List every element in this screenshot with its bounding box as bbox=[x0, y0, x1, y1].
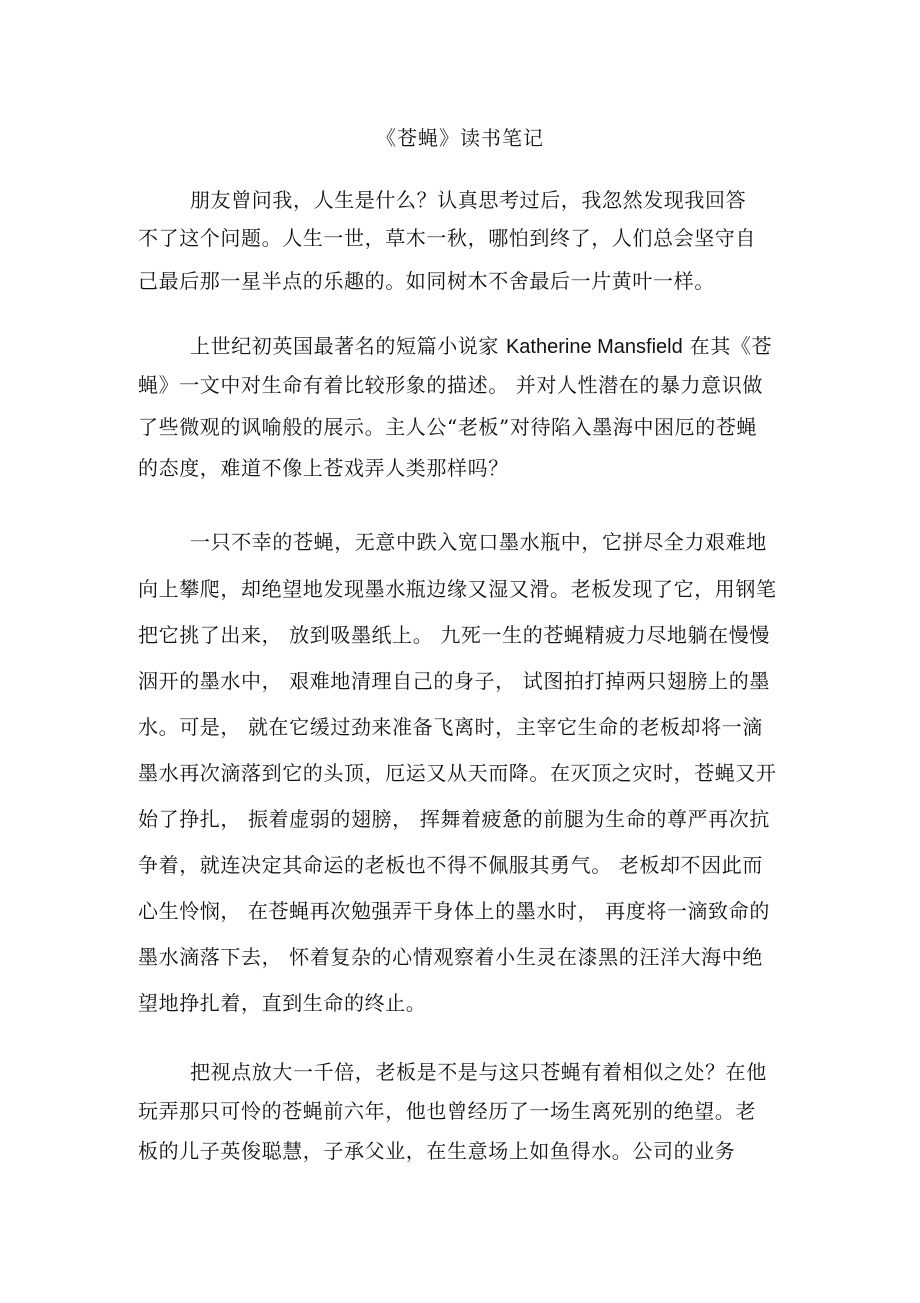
paragraph-line: 洇开的墨水中， 艰难地清理自己的身子， 试图拍打掉两只翅膀上的墨 bbox=[138, 669, 770, 693]
paragraph-line: 己最后那一星半点的乐趣的。如同树木不舍最后一片黄叶一样。 bbox=[138, 269, 715, 293]
paragraph-line: 一只不幸的苍蝇，无意中跌入宽口墨水瓶中，它拼尽全力艰难地 bbox=[190, 530, 767, 554]
paragraph-line: 板的儿子英俊聪慧，子承父业，在生意场上如鱼得水。公司的业务 bbox=[138, 1139, 736, 1163]
paragraph-line: 朋友曾问我，人生是什么？认真思考过后，我忽然发现我回答 bbox=[190, 188, 747, 212]
paragraph-line: 争着，就连决定其命运的老板也不得不佩服其勇气。 老板却不因此而 bbox=[138, 853, 763, 877]
paragraph-line: 墨水再次滴落到它的头顶，厄运又从天而降。在灭顶之灾时，苍蝇又开 bbox=[138, 761, 777, 785]
paragraph-line: 望地挣扎着，直到生命的终止。 bbox=[138, 991, 427, 1015]
paragraph-text: 上世纪初英国最著名的短篇小说家 bbox=[190, 334, 499, 358]
paragraph-line: 不了这个问题。人生一世，草木一秋，哪怕到终了，人们总会坚守自 bbox=[138, 226, 756, 250]
paragraph-line: 水。可是， 就在它缓过劲来准备飞离时，主宰它生命的老板却将一滴 bbox=[138, 715, 763, 739]
paragraph-line bbox=[190, 332, 820, 361]
paragraph-line: 把它挑了出来， 放到吸墨纸上。 九死一生的苍蝇精疲力尽地躺在慢慢 bbox=[138, 623, 770, 647]
paragraph-line: 把视点放大一千倍，老板是不是与这只苍蝇有着相似之处？在他 bbox=[190, 1060, 767, 1084]
document-title: 《苍蝇》读书笔记 bbox=[376, 126, 544, 150]
author-name: Katherine Mansfield bbox=[505, 336, 683, 358]
paragraph-line: 的态度，难道不像上苍戏弄人类那样吗？ bbox=[138, 456, 509, 480]
paragraph-line: 了些微观的讽喻般的展示。主人公“老板”对待陷入墨海中困厄的苍蝇 bbox=[138, 415, 758, 439]
paragraph-text: 在其《苍 bbox=[689, 334, 773, 358]
paragraph-line: 蝇》一文中对生命有着比较形象的描述。 并对人性潜在的暴力意识做 bbox=[138, 373, 763, 397]
paragraph-line: 始了挣扎， 振着虚弱的翅膀， 挥舞着疲惫的前腿为生命的尊严再次抗 bbox=[138, 807, 770, 831]
paragraph-line: 向上攀爬，却绝望地发现墨水瓶边缘又湿又滑。老板发现了它，用钢笔 bbox=[138, 577, 777, 601]
paragraph-line: 玩弄那只可怜的苍蝇前六年，他也曾经历了一场生离死别的绝望。老 bbox=[138, 1099, 756, 1123]
paragraph-line: 心生怜悯， 在苍蝇再次勉强弄干身体上的墨水时， 再度将一滴致命的 bbox=[138, 899, 770, 923]
paragraph-line: 墨水滴落下去， 怀着复杂的心情观察着小生灵在漆黑的汪洋大海中绝 bbox=[138, 945, 763, 969]
